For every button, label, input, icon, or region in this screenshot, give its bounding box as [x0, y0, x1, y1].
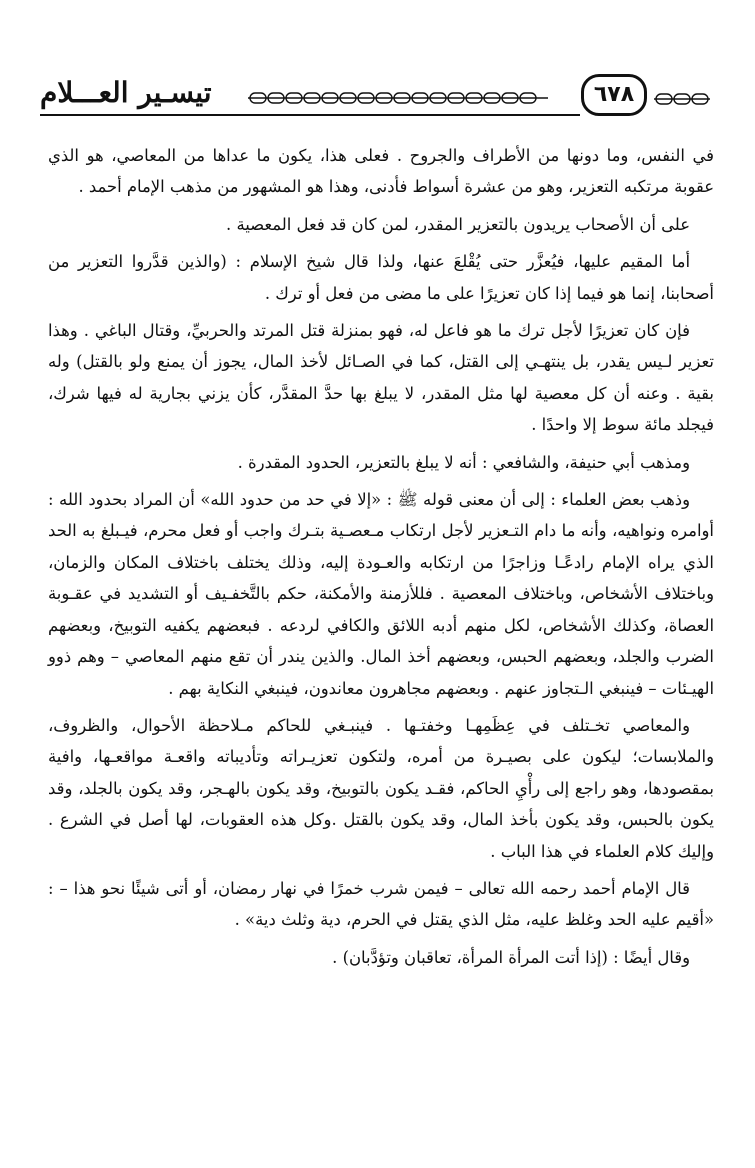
ornament-chain-small: [654, 92, 710, 106]
paragraph: ومذهب أبي حنيفة، والشافعي : أنه لا يبلغ بالتعزير، الحدود المقدرة .: [237, 452, 690, 472]
paragraph: قال الإمام أحمد رحمه الله تعالى – فيمن شرب خمرًا في نهار رمضان، أو أتى شيئًا نحو هذا – : «أقيم عليه الحد وغلظ عليه، مثل الذي يقتل في الحرم، دية وثلث دية» .: [48, 878, 714, 930]
paragraph: فإن كان تعزيرًا لأجل ترك ما هو فاعل له، فهو بمنزلة قتل المرتد والحربيِّ، وقتال الباغي . وهذا تعزير لـيس يقدر، بل ينتهـي إلى القتل، كما في الصـائل لأخذ المال، يجوز أن يمنع ولو بالقتل) وله بقية . وعنه أن كل معصية لها مثل المقدر، لا يبلغ بها حدَّ المقدَّر، كأن يزني بجارية له فيها شرك، فيجلد مائة سوط إلا واحدًا .: [48, 321, 714, 435]
paragraph: وقال أيضًا : (إذا أتت المرأة المرأة، تعاقبان وتؤدَّبان) .: [332, 947, 690, 967]
paragraph: على أن الأصحاب يريدون بالتعزير المقدر، لمن كان قد فعل المعصية .: [226, 214, 690, 234]
header-rule: [40, 114, 580, 116]
ornament-chain: [248, 90, 548, 106]
paragraph: في النفس، وما دونها من الأطراف والجروح . فعلى هذا، يكون ما عداها من المعاصي، هو الذي عقوبة مرتكبه التعزير، وهو من عشرة أسواط فأدنى، وهذا هو المشهور من مذهب الإمام أحمد .: [48, 146, 714, 197]
paragraph: أما المقيم عليها، فيُعزَّر حتى يُقْلعَ عنها، ولذا قال شيخ الإسلام : (والذين قدَّروا التعزير من أصحابنا، إنما هو فيما إذا كان تعزيرًا على ما مضى من فعل أو ترك .: [48, 252, 714, 303]
page-body: [48, 140, 714, 979]
book-title: تيسـير العـــلام: [40, 76, 212, 109]
paragraph: والمعاصي تخـتلف في عِظَمِهـا وخفتـها . فينبـغي للحاكم مـلاحظة الأحوال، والظروف، والملابسات؛ ليكون على بصيـرة من أمره، ولتكون تعزيـراته وتأديباته واقعـة مواقعـها، وافية بمقصودها، وهو راجع إلى رأْيِ الحاكم، فقـد يكون بالتوبيخ، وقد يكون بالهـجر، وقد يكون بالجلد، وقد يكون بالحبس، وقد يكون بأخذ المال، وقد يكون بالقتل .وكل هذه العقوبات، لها أصل في الشرع . وإليك كلام العلماء في هذا الباب .: [48, 715, 714, 861]
paragraph: وذهب بعض العلماء : إلى أن معنى قوله ﷺ : «إلا في حد من حدود الله» أن المراد بحدود الله : أوامره ونواهيه، وأنه ما دام التـعزير لأجل ارتكاب مـعصـية بتـرك واجب أو فعل محرم، فيـبلغ به الحد الذي يراه الإمام رادعًـا وزاجرًا من ارتكابه والعـودة إليه، وذلك يختلف باختلاف المكان والزمان، وباختلاف الأشخاص، وباختلاف المعصية . فللأزمنة والأمكنة، حكم بالتَّخفـيف أو التشديد في عقـوبة العصاة، وكذلك الأشخاص، لكل منهم أدبه اللائق والكافي لردعه . فبعضهم يكفيه التوبيخ، وبعضهم الضرب والجلد، وبعضهم الحبس، وبعضهم أخذ المال. والذين يندر أن تقع منهم المعاصي – وهم ذوو الهيـئات – فينبغي الـتجاوز عنهم . وبعضهم مجاهرون معاندون، فينبغي النكاية بهم .: [48, 490, 714, 698]
page-header: [0, 70, 755, 130]
page-number: ٦٧٨: [581, 74, 647, 116]
